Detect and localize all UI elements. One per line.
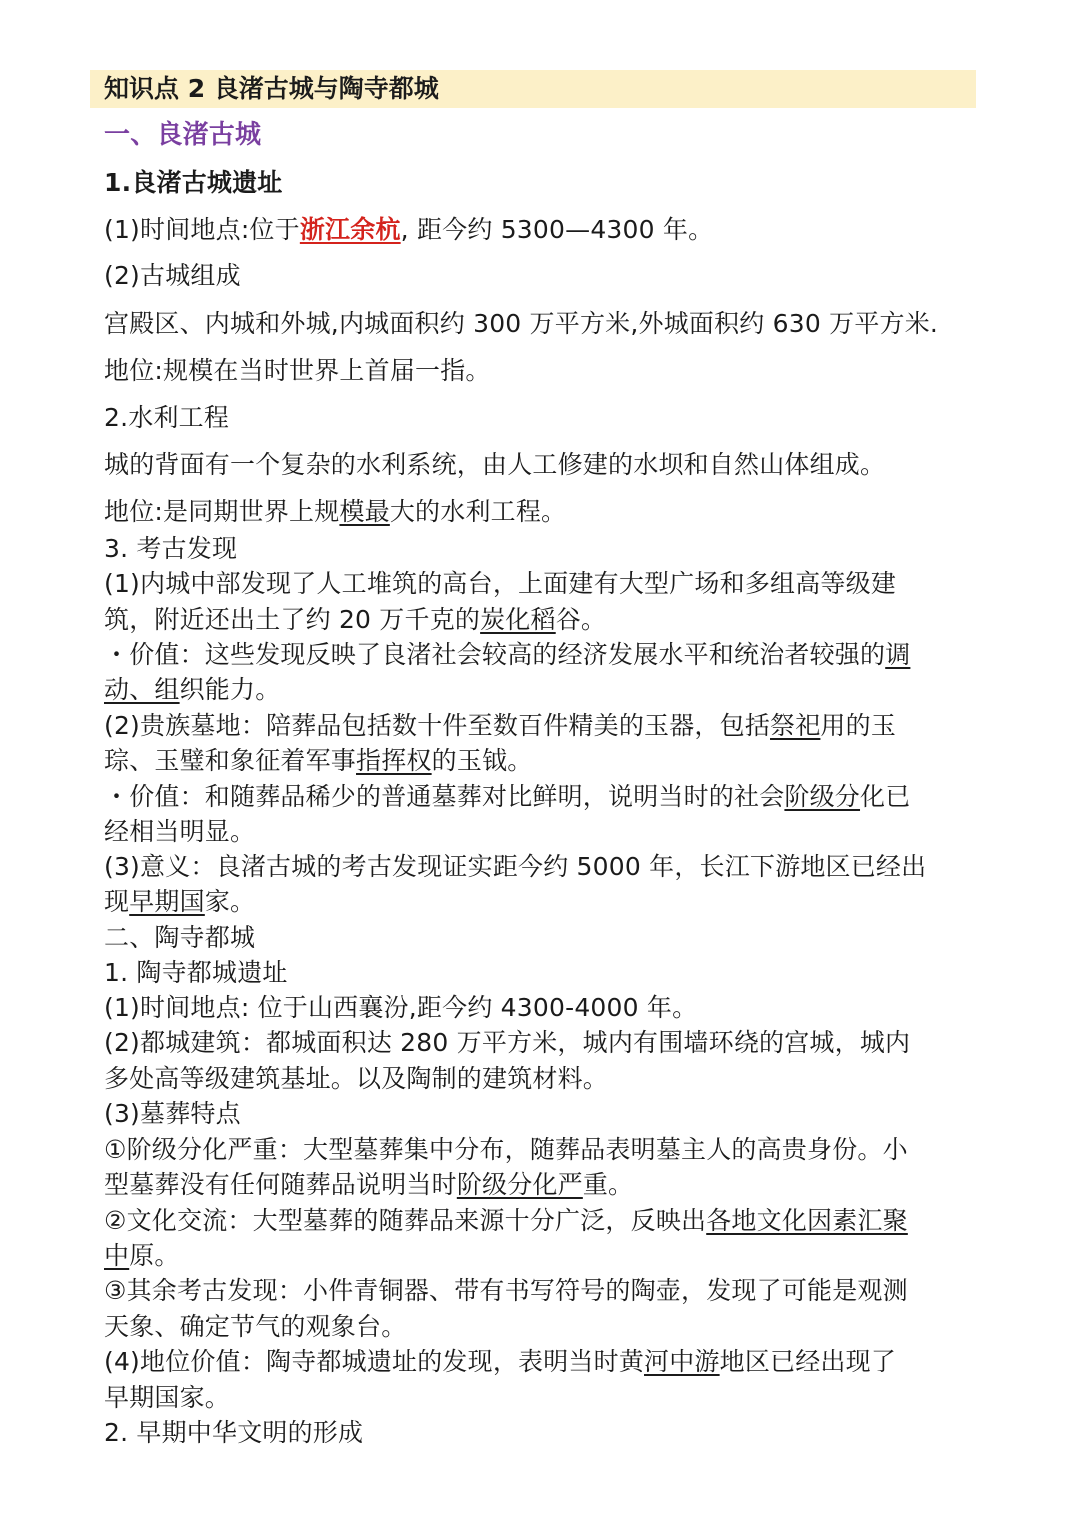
text-segment: 琮、玉璧和象征着军事: [104, 746, 357, 775]
text-segment: 原。: [129, 1241, 180, 1270]
section-heading-liangzhu: 一、良渚古城: [104, 120, 262, 150]
line-finding-2: [104, 603, 606, 637]
line-water-system: 城的背面有一个复杂的水利系统，由人工修建的水坝和自然山体组成。: [104, 450, 886, 479]
line-tomb-1: [104, 709, 896, 743]
text-segment: 大的水利工程。: [389, 497, 567, 526]
line-other-2: 天象、确定节气的观象台。: [104, 1312, 407, 1341]
underlined-text: 模最: [339, 497, 390, 526]
text-segment: 地区已经出现了: [719, 1347, 897, 1376]
subheading-water: 2.水利工程: [104, 403, 230, 432]
text-segment: (4)地位价值：陶寺都城遗址的发现，表明当时黄: [104, 1347, 645, 1376]
underlined-text: 河中游: [644, 1347, 720, 1376]
line-other-1: ③其余考古发现：小件青铜器、带有书写符号的陶壶，发现了可能是观测: [104, 1276, 908, 1305]
text-segment: 谷。: [555, 605, 607, 634]
underlined-text: 阶级分化严: [456, 1170, 583, 1199]
underlined-text: 祭祀: [770, 711, 821, 740]
underlined-text: 指挥权: [356, 746, 432, 775]
line-taosi-time: (1)时间地点: 位于山西襄汾,距今约 4300-4000 年。: [104, 993, 698, 1022]
underlined-text: 调: [885, 640, 911, 669]
line-exchange-2: [104, 1239, 180, 1273]
page-title: 知识点 2 良渚古城与陶寺都城: [104, 74, 439, 103]
underlined-text: 早期国: [129, 887, 205, 916]
text-segment: 重。: [582, 1170, 634, 1199]
underlined-text: 各地文化因素汇聚: [706, 1206, 908, 1235]
line-tomb-2: [104, 744, 532, 778]
text-segment: 现: [104, 887, 130, 916]
subheading-archaeology: 3. 考古发现: [104, 534, 238, 563]
line-exchange-1: [104, 1204, 908, 1238]
text-segment: ②文化交流：大型墓葬的随葬品来源十分广泛，反映出: [104, 1206, 707, 1235]
line-tomb-features: (3)墓葬特点: [104, 1099, 241, 1128]
underlined-text: 炭化稻: [480, 605, 556, 634]
subheading-site: 1.良渚古城遗址: [104, 168, 283, 197]
line-significance-2: 早期国家。: [104, 1383, 231, 1412]
subheading-civilization: 2. 早期中华文明的形成: [104, 1418, 364, 1447]
line-significance-1: [104, 1345, 896, 1379]
subheading-taosi-site: 1. 陶寺都城遗址: [104, 958, 288, 987]
line-value-3: [104, 780, 910, 814]
line-value-4: 经相当明显。: [104, 817, 256, 846]
line-finding-1: (1)内城中部发现了人工堆筑的高台，上面建有大型广场和多组高等级建: [104, 569, 897, 598]
line-status: 地位:规模在当时世界上首届一指。: [104, 356, 491, 385]
line-building-1: (2)都城建筑：都城面积达 280 万平方米，城内有围墙环绕的宫城，城内: [104, 1028, 911, 1057]
section-heading-taosi: 二、陶寺都城: [104, 923, 256, 952]
line-class-1: ①阶级分化严重：大型墓葬集中分布，随葬品表明墓主人的高贵身份。小: [104, 1135, 908, 1164]
text-segment: 化已: [860, 782, 911, 811]
line-value-2: [104, 673, 280, 707]
text-segment: 用的玉: [820, 711, 897, 740]
text-segment: 地位:是同期世界上规: [104, 497, 340, 526]
text-segment: ・价值：和随葬品稀少的普通墓葬对比鲜明，说明当时的社会: [104, 782, 785, 811]
underlined-text: 中: [104, 1241, 130, 1270]
text-segment: 筑，附近还出土了约 20 万千克的: [104, 605, 481, 634]
text-segment: (1)时间地点:位于: [104, 215, 300, 244]
text-segment: 的玉钺。: [431, 746, 533, 775]
text-segment: (2)贵族墓地：陪葬品包括数十件至数百件精美的玉器，包括: [104, 711, 771, 740]
line-composition: (2)古城组成: [104, 261, 241, 290]
underlined-text: 阶级分: [784, 782, 861, 811]
text-segment: 织能力。: [179, 675, 281, 704]
line-building-2: 多处高等级建筑基址。以及陶制的建筑材料。: [104, 1064, 609, 1093]
underlined-text: 动、组: [104, 675, 180, 704]
line-time-location: [104, 213, 713, 247]
line-water-status: [104, 495, 566, 529]
line-area: 宫殿区、内城和外城,内城面积约 300 万平方米,外城面积约 630 万平方米.: [104, 309, 939, 338]
line-value-1: [104, 638, 910, 672]
line-class-2: [104, 1168, 633, 1202]
line-meaning-1: (3)意义：良渚古城的考古发现证实距今约 5000 年，长江下游地区已经出: [104, 852, 927, 881]
text-segment: 家。: [204, 887, 256, 916]
text-segment: ・价值：这些发现反映了良渚社会较高的经济发展水平和统治者较强的: [104, 640, 886, 669]
text-segment: 型墓葬没有任何随葬品说明当时: [104, 1170, 457, 1199]
line-meaning-2: [104, 885, 255, 919]
highlight-location: 浙江余杭: [299, 215, 401, 244]
text-segment: , 距今约 5300—4300 年。: [400, 215, 714, 244]
